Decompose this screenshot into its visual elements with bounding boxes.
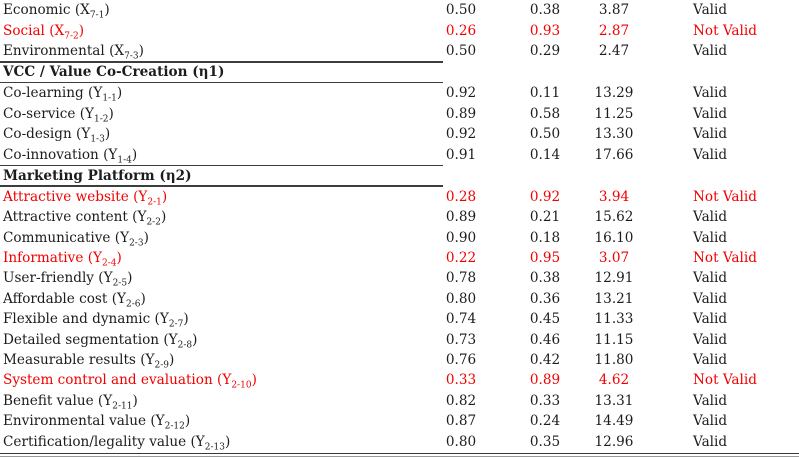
- indicator-label-close: ): [183, 311, 189, 328]
- table-row: [0, 391, 799, 411]
- indicator-subscript: 7-1: [89, 10, 105, 19]
- indicator-subscript: 2-2: [146, 218, 161, 226]
- loading-value-cell: 0.90: [445, 229, 477, 246]
- indicator-label-close: ): [140, 290, 146, 307]
- table-row: [0, 83, 799, 103]
- t-statistic-cell: 11.33: [594, 311, 634, 328]
- t-statistic-cell: 15.62: [594, 209, 634, 226]
- indicator-label-close: ): [225, 433, 231, 450]
- second-value-cell: 0.42: [529, 352, 561, 369]
- indicator-name: Communicative (Y: [3, 229, 130, 246]
- table-row: [0, 124, 799, 144]
- indicator-name: Social (X: [3, 22, 65, 39]
- loading-value-cell: 0.74: [445, 311, 477, 328]
- table-row: [0, 248, 799, 268]
- indicator-name: Environmental (X: [3, 42, 125, 59]
- second-value-cell: 0.58: [529, 105, 561, 122]
- loading-value-cell: 0.87: [445, 413, 477, 430]
- indicator-name: Attractive content (Y: [3, 209, 147, 226]
- indicator-label-close: ): [78, 22, 85, 39]
- loading-value-cell: 0.50: [445, 42, 477, 59]
- second-value-cell: 0.89: [529, 372, 561, 389]
- loading-value-cell: 0.92: [445, 85, 477, 102]
- t-statistic-cell: 11.15: [594, 331, 634, 348]
- table-row: [0, 20, 799, 40]
- validity-status-cell: Valid: [693, 85, 728, 102]
- indicator-label: [0, 126, 443, 142]
- indicator-name: Co-learning (Y: [3, 85, 103, 102]
- indicator-label: [0, 413, 443, 429]
- second-value-cell: 0.38: [529, 270, 561, 287]
- validity-status-cell: Valid: [693, 331, 728, 348]
- indicator-label-close: ): [143, 229, 149, 246]
- indicator-label-close: ): [138, 42, 144, 59]
- indicator-name: Attractive website (Y: [3, 188, 148, 205]
- indicator-name: Benefit value (Y: [3, 392, 113, 409]
- validity-status-cell: Valid: [693, 311, 728, 328]
- indicator-subscript: 2-6: [125, 299, 141, 307]
- indicator-label-close: ): [251, 372, 257, 389]
- indicator-label: [0, 230, 443, 246]
- validity-status-cell: Valid: [693, 413, 728, 430]
- indicator-label-close: ): [161, 188, 168, 205]
- indicator-label: [0, 434, 443, 450]
- table-row: [0, 309, 799, 329]
- indicator-name: Co-design (Y: [3, 126, 91, 143]
- indicator-name: Co-service (Y: [3, 105, 94, 122]
- second-value-cell: 0.92: [529, 188, 561, 205]
- second-value-cell: 0.18: [529, 229, 561, 246]
- table-row: [0, 104, 799, 124]
- table-row: [0, 431, 799, 451]
- table-row: [0, 41, 799, 61]
- t-statistic-cell: 3.07: [598, 250, 630, 267]
- validity-status-cell: Valid: [693, 126, 728, 143]
- indicator-label-close: ): [108, 105, 114, 122]
- indicator-label: [0, 291, 443, 307]
- indicator-label-close: ): [132, 392, 138, 409]
- t-statistic-cell: 17.66: [594, 146, 634, 163]
- validity-status-cell: Valid: [693, 229, 728, 246]
- loading-value-cell: 0.33: [445, 372, 477, 389]
- indicator-name: Environmental value (Y: [3, 413, 165, 430]
- indicator-name: Informative (Y: [3, 250, 102, 267]
- second-value-cell: 0.46: [529, 331, 561, 348]
- indicator-label: [0, 352, 443, 368]
- indicator-subscript: 2-3: [129, 238, 144, 246]
- indicator-subscript: 1-3: [90, 134, 105, 143]
- indicator-subscript: 7-3: [124, 51, 139, 59]
- loading-value-cell: 0.26: [445, 22, 477, 39]
- validity-status-cell: Valid: [693, 146, 728, 163]
- indicator-label-close: ): [160, 209, 167, 226]
- indicator-subscript: 1-4: [117, 155, 132, 163]
- validity-status-cell: Valid: [693, 270, 728, 287]
- second-value-cell: 0.93: [529, 22, 561, 39]
- indicator-subscript: 7-2: [64, 31, 79, 39]
- t-statistic-cell: 13.30: [594, 126, 634, 143]
- loading-value-cell: 0.78: [445, 270, 477, 287]
- t-statistic-cell: 2.87: [598, 22, 630, 39]
- validity-status-cell: Valid: [693, 105, 728, 122]
- loading-value-cell: 0.22: [445, 250, 477, 267]
- indicator-subscript: 2-5: [112, 279, 128, 287]
- indicator-subscript: 2-7: [168, 319, 184, 328]
- indicator-label-close: ): [116, 85, 123, 102]
- indicator-subscript: 2-1: [147, 197, 162, 205]
- second-value-cell: 0.38: [529, 2, 561, 19]
- table-bottom-rule: [0, 453, 799, 457]
- loading-value-cell: 0.28: [445, 188, 477, 205]
- validity-status-cell: Valid: [693, 209, 728, 226]
- loading-value-cell: 0.91: [445, 146, 477, 163]
- t-statistic-cell: 3.87: [598, 2, 630, 19]
- second-value-cell: 0.35: [529, 433, 561, 450]
- indicator-label-close: ): [131, 146, 138, 163]
- indicator-label: [0, 372, 443, 388]
- second-value-cell: 0.50: [529, 126, 561, 143]
- loading-value-cell: 0.92: [445, 126, 477, 143]
- second-value-cell: 0.45: [529, 311, 561, 328]
- section-title: Marketing Platform (η2): [3, 167, 192, 184]
- table-row: [0, 187, 799, 207]
- loading-value-cell: 0.80: [445, 290, 477, 307]
- t-statistic-cell: 11.25: [594, 105, 634, 122]
- indicator-label: [0, 189, 443, 205]
- table-row: [0, 0, 799, 20]
- second-value-cell: 0.36: [529, 290, 561, 307]
- loading-value-cell: 0.82: [445, 392, 477, 409]
- indicator-subscript: 2-4: [101, 258, 117, 267]
- loading-value-cell: 0.76: [445, 352, 477, 369]
- indicator-subscript: 2-11: [112, 401, 133, 409]
- validity-status-cell: Valid: [693, 352, 728, 369]
- indicator-subscript: 2-13: [204, 442, 225, 450]
- indicator-label: [0, 85, 443, 101]
- table-row: [0, 228, 799, 248]
- indicator-label: [0, 332, 443, 348]
- section-header-row: [0, 165, 799, 187]
- indicator-name: User-friendly (Y: [3, 270, 113, 287]
- table-row: [0, 268, 799, 288]
- validity-status-cell: Valid: [693, 392, 728, 409]
- indicator-label-close: ): [104, 2, 110, 19]
- t-statistic-cell: 2.47: [598, 42, 630, 59]
- validity-status-cell: Not Valid: [693, 250, 757, 267]
- indicator-name: Certification/legality value (Y: [3, 433, 205, 450]
- t-statistic-cell: 4.62: [598, 372, 630, 389]
- indicator-subscript: 2-8: [177, 340, 193, 348]
- indicator-label: [0, 106, 443, 122]
- indicator-subscript: 1-2: [93, 114, 109, 122]
- indicator-label: [0, 23, 443, 39]
- table-row: [0, 350, 799, 370]
- indicator-label-close: ): [192, 331, 198, 348]
- table-row: [0, 370, 799, 390]
- second-value-cell: 0.21: [529, 209, 561, 226]
- validity-status-cell: Valid: [693, 2, 728, 19]
- validity-status-cell: Valid: [693, 42, 728, 59]
- indicator-name: Affordable cost (Y: [3, 290, 126, 307]
- section-header-row: [0, 61, 799, 83]
- indicator-name: Flexible and dynamic (Y: [3, 311, 169, 328]
- table-row: [0, 329, 799, 349]
- t-statistic-cell: 12.91: [594, 270, 634, 287]
- indicator-name: Economic (X: [3, 2, 90, 19]
- indicator-subscript: 1-1: [102, 94, 117, 102]
- section-title: VCC / Value Co-Creation (η1): [3, 64, 225, 81]
- indicator-name: Detailed segmentation (Y: [3, 331, 178, 348]
- validity-status-cell: Not Valid: [693, 372, 757, 389]
- table-row: [0, 411, 799, 431]
- indicator-label-close: ): [168, 352, 175, 369]
- validity-status-cell: Not Valid: [693, 188, 757, 205]
- indicator-label-close: ): [116, 250, 122, 267]
- indicator-label: [0, 270, 443, 286]
- table-row: [0, 207, 799, 227]
- second-value-cell: 0.95: [529, 250, 561, 267]
- indicator-label-close: ): [104, 126, 111, 143]
- validity-status-cell: Not Valid: [693, 22, 757, 39]
- indicator-subscript: 2-10: [231, 381, 252, 389]
- indicator-label: [0, 209, 443, 225]
- loading-value-cell: 0.89: [445, 105, 477, 122]
- table-row: [0, 289, 799, 309]
- table-row: [0, 144, 799, 164]
- loading-value-cell: 0.73: [445, 331, 477, 348]
- t-statistic-cell: 13.21: [594, 290, 634, 307]
- loading-value-cell: 0.89: [445, 209, 477, 226]
- indicator-subscript: 2-12: [164, 421, 185, 430]
- indicator-label: [0, 43, 443, 59]
- loading-value-cell: 0.80: [445, 433, 477, 450]
- indicator-label: [0, 393, 443, 409]
- indicator-label-close: ): [127, 270, 133, 287]
- second-value-cell: 0.29: [529, 42, 561, 59]
- validity-status-cell: Valid: [693, 433, 728, 450]
- second-value-cell: 0.24: [529, 413, 561, 430]
- validity-status-cell: Valid: [693, 290, 728, 307]
- indicator-name: System control and evaluation (Y: [3, 372, 232, 389]
- indicator-label: [0, 250, 443, 266]
- second-value-cell: 0.14: [529, 146, 561, 163]
- loading-value-cell: 0.50: [445, 2, 477, 19]
- t-statistic-cell: 14.49: [594, 413, 634, 430]
- t-statistic-cell: 13.31: [594, 392, 634, 409]
- indicator-label-close: ): [184, 413, 191, 430]
- t-statistic-cell: 12.96: [594, 433, 634, 450]
- indicator-name: Measurable results (Y: [3, 352, 155, 369]
- indicator-subscript: 2-9: [154, 360, 169, 369]
- second-value-cell: 0.11: [529, 85, 561, 102]
- t-statistic-cell: 11.80: [594, 352, 634, 369]
- indicator-name: Co-innovation (Y: [3, 146, 118, 163]
- second-value-cell: 0.33: [529, 392, 561, 409]
- indicator-label: [0, 311, 443, 327]
- indicator-label: [0, 2, 443, 18]
- t-statistic-cell: 3.94: [598, 188, 630, 205]
- indicator-label: [0, 147, 443, 163]
- t-statistic-cell: 16.10: [594, 229, 634, 246]
- t-statistic-cell: 13.29: [594, 85, 634, 102]
